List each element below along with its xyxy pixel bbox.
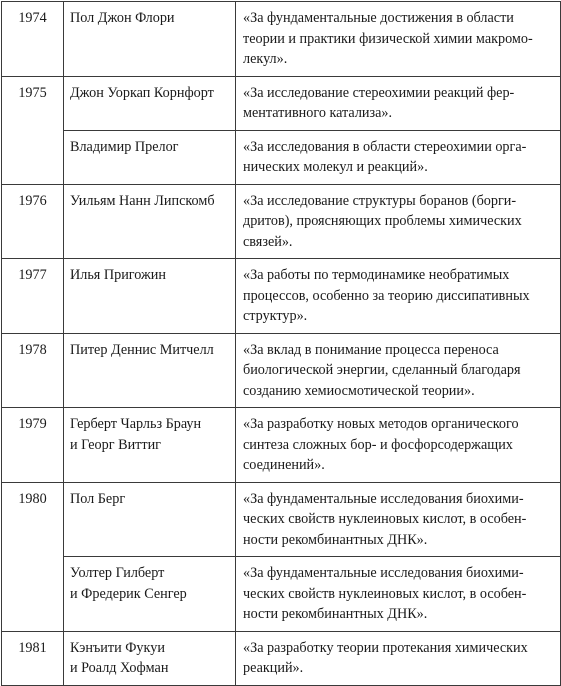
laureate-name-line: Герберт Чарльз Браун [70, 416, 202, 432]
table-row [2, 333, 561, 408]
award-reason-line: ческих свойств нуклеиновых кислот, в особен- [243, 511, 527, 527]
table-row [2, 482, 561, 557]
award-reason-cell [236, 184, 561, 259]
award-reason-cell [236, 333, 561, 408]
award-reason-cell [236, 631, 561, 685]
laureate-name-cell [64, 130, 236, 184]
table-row [2, 631, 561, 685]
award-reason-line: «За фундаментальные исследования биохими- [243, 490, 524, 507]
award-reason-line: созданию хемиосмотической теории». [243, 382, 475, 399]
award-reason-line: «За исследования в области стереохимии орга- [243, 138, 527, 155]
award-reason-cell [236, 557, 561, 632]
award-reason-line: ности рекомбинантных ДНК». [243, 606, 428, 622]
award-reason-line: структур». [243, 308, 308, 324]
award-reason-cell [236, 2, 561, 77]
year-cell: 1974 [2, 2, 64, 77]
award-reason-line: процессов, особенно за теорию диссипативных [243, 287, 530, 304]
award-reason-line: «За исследование структуры боранов (борги- [243, 192, 517, 209]
laureate-name-line: и Фредерик Сенгер [70, 585, 187, 602]
award-reason-cell [236, 76, 561, 130]
laureate-name-line: и Роалд Хофман [70, 660, 169, 676]
laureate-name-cell [64, 631, 236, 685]
award-reason-line: ментативного катализа». [243, 105, 393, 121]
year-cell: 1979 [2, 408, 64, 483]
award-reason-line: «За разработку теории протекания химических [243, 639, 528, 656]
year-cell: 1978 [2, 333, 64, 408]
year-cell: 1981 [2, 631, 64, 685]
award-reason-cell [236, 482, 561, 557]
award-reason-line: ческих свойств нуклеиновых кислот, в особен- [243, 585, 527, 602]
year-cell: 1980 [2, 482, 64, 631]
laureate-name-line: Кэнъити Фукуи [70, 639, 165, 656]
laureate-name-line: Пол Берг [70, 490, 126, 507]
laureate-name-cell [64, 259, 236, 334]
laureate-name-cell [64, 184, 236, 259]
award-reason-line: соединений». [243, 457, 325, 473]
award-reason-line: «За фундаментальные исследования биохими- [243, 565, 524, 581]
award-reason-line: «За разработку новых методов органического [243, 416, 519, 432]
award-reason-line: связей». [243, 233, 293, 250]
table-row [2, 2, 561, 77]
nobel-laureates-table [1, 1, 561, 686]
year-cell: 1975 [2, 76, 64, 184]
year-cell: 1976 [2, 184, 64, 259]
laureate-name-line: Илья Пригожин [70, 267, 166, 283]
award-reason-line: биологической энергии, сделанный благодаря [243, 362, 521, 378]
award-reason-line: синтеза сложных бор- и фосфорсодержащих [243, 436, 513, 453]
award-reason-line: ности рекомбинантных ДНК». [243, 531, 428, 548]
table-row [2, 76, 561, 130]
award-reason-line: реакций». [243, 660, 304, 676]
award-reason-cell [236, 408, 561, 483]
laureate-name-cell [64, 2, 236, 77]
year-cell: 1977 [2, 259, 64, 334]
laureate-name-line: Пол Джон Флори [70, 10, 175, 26]
laureate-name-cell [64, 482, 236, 557]
award-reason-cell [236, 259, 561, 334]
award-reason-line: «За фундаментальные достижения в области [243, 10, 514, 26]
laureate-name-line: и Георг Виттиг [70, 436, 161, 453]
laureate-name-cell [64, 557, 236, 632]
laureate-name-cell [64, 76, 236, 130]
award-reason-line: нических молекул и реакций». [243, 159, 428, 175]
table-row [2, 184, 561, 259]
laureate-name-cell [64, 408, 236, 483]
table-row [2, 130, 561, 184]
award-reason-line: «За работы по термодинамике необратимых [243, 267, 510, 283]
laureate-name-line: Джон Уоркап Корнфорт [70, 84, 214, 101]
award-reason-line: теории и практики физической химии макромо- [243, 30, 533, 47]
award-reason-line: дритов), проясняющих проблемы химических [243, 213, 522, 229]
table-row [2, 259, 561, 334]
table-row [2, 557, 561, 632]
award-reason-line: «За вклад в понимание процесса переноса [243, 341, 499, 358]
table-row [2, 408, 561, 483]
laureate-name-line: Уильям Нанн Липскомб [70, 192, 215, 209]
award-reason-line: лекул». [243, 51, 288, 67]
laureate-name-line: Уолтер Гилберт [70, 565, 165, 581]
laureate-name-cell [64, 333, 236, 408]
laureate-name-line: Владимир Прелог [70, 138, 179, 155]
laureate-name-line: Питер Деннис Митчелл [70, 341, 214, 358]
table-body [2, 2, 561, 686]
award-reason-line: «За исследование стереохимии реакций фер- [243, 84, 515, 101]
award-reason-cell [236, 130, 561, 184]
